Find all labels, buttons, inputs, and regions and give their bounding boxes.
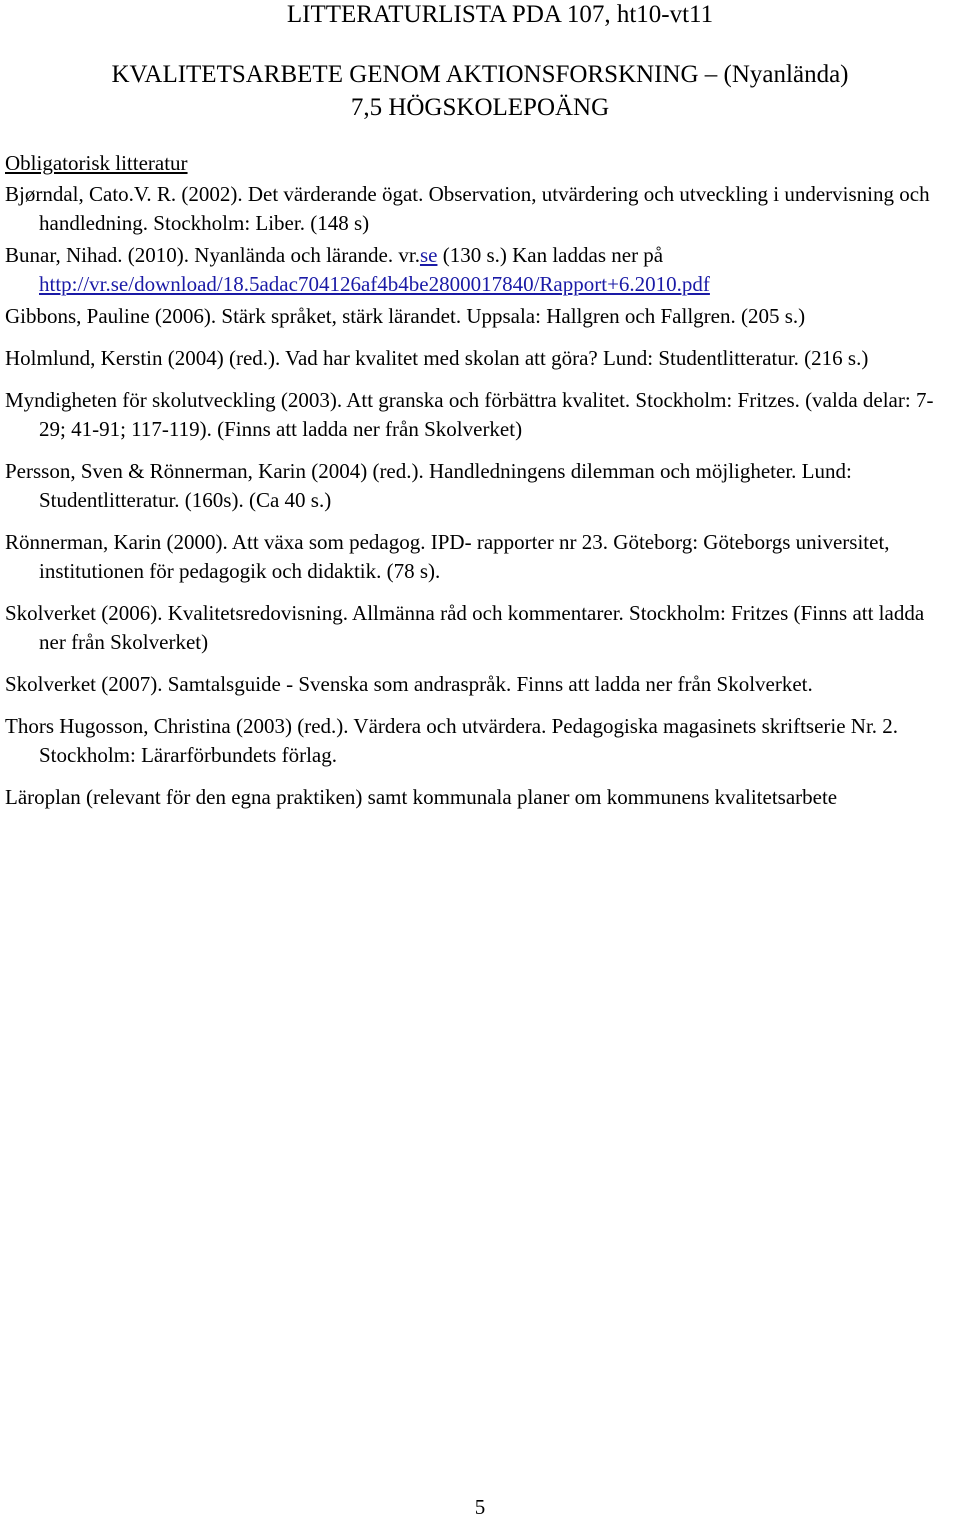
reference-download-link[interactable]: http://vr.se/download/18.5adac704126af4b4be2800017840/Rapport+6.2010.pdf [39, 272, 710, 296]
section-heading: Obligatorisk litteratur [5, 151, 188, 175]
course-title-line2: 7,5 HÖGSKOLEPOÄNG [350, 94, 610, 121]
reference-item: Bjørndal, Cato.V. R. (2002). Det värderande ögat. Observation, utvärdering och utveckling i undervisning och handledning. Stockholm: Liber. (148 s) [5, 182, 930, 235]
reference-item: Holmlund, Kerstin (2004) (red.). Vad har kvalitet med skolan att göra? Lund: Studentlitteratur. (216 s.) [5, 346, 869, 370]
reference-text: (130 s.) Kan laddas ner på [437, 243, 664, 267]
reference-item [5, 241, 955, 299]
reference-list [5, 180, 955, 825]
reference-item: Läroplan (relevant för den egna praktiken) samt kommunala planer om kommunens kvalitetsarbete [5, 785, 838, 809]
reference-link-domain[interactable]: se [419, 243, 438, 267]
page-number: 5 [474, 1495, 486, 1519]
course-title [0, 58, 960, 124]
course-title-line1: KVALITETSARBETE GENOM AKTIONSFORSKNING – (Nyanlända) [111, 61, 849, 88]
reference-item: Gibbons, Pauline (2006). Stärk språket, stärk lärandet. Uppsala: Hallgren och Fallgren. (205 s.) [5, 304, 806, 328]
reference-item: Skolverket (2006). Kvalitetsredovisning. Allmänna råd och kommentarer. Stockholm: Fritzes (Finns att ladda ner från Skolverket) [5, 601, 925, 654]
reference-item: Skolverket (2007). Samtalsguide - Svenska som andraspråk. Finns att ladda ner från Skolverket. [5, 672, 813, 696]
document-title: LITTERATURLISTA PDA 107, ht10-vt11 [286, 1, 714, 28]
reference-item: Rönnerman, Karin (2000). Att växa som pedagog. IPD- rapporter nr 23. Göteborg: Göteborgs universitet, institutionen för pedagogik och didaktik. (78 s). [5, 530, 890, 583]
reference-item: Thors Hugosson, Christina (2003) (red.). Värdera och utvärdera. Pedagogiska magasinets skriftserie Nr. 2. Stockholm: Lärarförbundets förlag. [5, 714, 899, 767]
reference-item: Myndigheten för skolutveckling (2003). Att granska och förbättra kvalitet. Stockholm: Fritzes. (valda delar: 7-29; 41-91; 117-119). (Finns att ladda ner från Skolverket) [5, 388, 934, 441]
reference-text: Bunar, Nihad. (2010). Nyanlända och lärande. vr. [5, 243, 420, 267]
reference-item: Persson, Sven & Rönnerman, Karin (2004) (red.). Handledningens dilemman och möjligheter. Lund: Studentlitteratur. (160s). (Ca 40 s.) [5, 459, 852, 512]
